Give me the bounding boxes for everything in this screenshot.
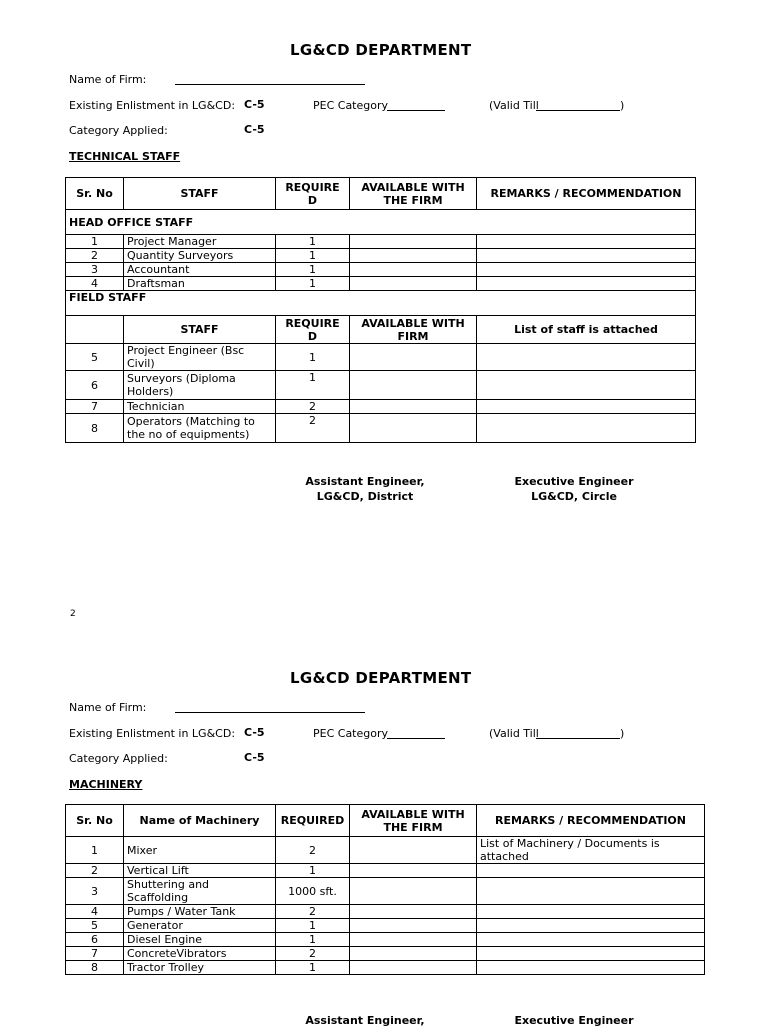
cell-remarks[interactable] bbox=[477, 864, 705, 878]
header-name: Name of Machinery bbox=[124, 805, 276, 837]
field-header-sr bbox=[66, 316, 124, 344]
section-heading: MACHINERY bbox=[69, 778, 143, 791]
category-applied-label: Category Applied: bbox=[69, 752, 168, 765]
table-row bbox=[66, 961, 705, 975]
sig-left-line1: Assistant Engineer, bbox=[305, 475, 425, 488]
valid-till-field[interactable] bbox=[536, 99, 620, 111]
cell-name: ConcreteVibrators bbox=[124, 947, 276, 961]
table-row bbox=[66, 249, 696, 263]
header-staff: STAFF bbox=[124, 178, 276, 210]
enlistment-value: C-5 bbox=[244, 726, 265, 739]
cell-available[interactable] bbox=[350, 277, 477, 291]
cell-staff: Technician bbox=[124, 400, 276, 414]
cell-sr: 5 bbox=[66, 919, 124, 933]
table-row bbox=[66, 371, 696, 400]
cell-required: 2 bbox=[276, 400, 350, 414]
cell-required: 1 bbox=[276, 344, 350, 371]
table-row bbox=[66, 864, 705, 878]
header-sr: Sr. No bbox=[66, 805, 124, 837]
cell-required: 1 bbox=[276, 933, 350, 947]
cell-sr: 6 bbox=[66, 371, 124, 400]
name-of-firm-label: Name of Firm: bbox=[69, 73, 147, 86]
cell-sr: 8 bbox=[66, 961, 124, 975]
signature-assistant-engineer bbox=[295, 1013, 435, 1028]
table-row bbox=[66, 905, 705, 919]
table-header-row bbox=[66, 178, 696, 210]
table-row bbox=[66, 947, 705, 961]
cell-required: 2 bbox=[276, 837, 350, 864]
table-row bbox=[66, 400, 696, 414]
name-of-firm-label: Name of Firm: bbox=[69, 701, 147, 714]
cell-sr: 1 bbox=[66, 235, 124, 249]
pec-category-field[interactable] bbox=[387, 99, 445, 111]
field-header-row bbox=[66, 316, 696, 344]
field-header-remarks: List of staff is attached bbox=[477, 316, 696, 344]
cell-name: Pumps / Water Tank bbox=[124, 905, 276, 919]
cell-available[interactable] bbox=[350, 933, 477, 947]
cell-available[interactable] bbox=[350, 961, 477, 975]
cell-required: 2 bbox=[276, 947, 350, 961]
page-number: 2 bbox=[70, 609, 76, 619]
field-staff-label: FIELD STAFF bbox=[66, 291, 696, 316]
table-row bbox=[66, 933, 705, 947]
table-row bbox=[66, 414, 696, 443]
cell-required: 1 bbox=[276, 235, 350, 249]
cell-required: 1 bbox=[276, 263, 350, 277]
sig-right-line1: Executive Engineer bbox=[514, 475, 634, 488]
field-header-available: AVAILABLE WITH FIRM bbox=[350, 316, 477, 344]
section-heading: TECHNICAL STAFF bbox=[69, 150, 181, 163]
cell-sr: 1 bbox=[66, 837, 124, 864]
technical-staff-table bbox=[65, 177, 696, 443]
cell-staff: Operators (Matching to the no of equipments) bbox=[124, 414, 276, 443]
category-applied-label: Category Applied: bbox=[69, 124, 168, 137]
cell-available[interactable] bbox=[350, 919, 477, 933]
cell-required: 1 bbox=[276, 249, 350, 263]
page-title: LG&CD DEPARTMENT bbox=[290, 41, 472, 59]
cell-required: 2 bbox=[276, 905, 350, 919]
cell-name: Generator bbox=[124, 919, 276, 933]
cell-available[interactable] bbox=[350, 864, 477, 878]
cell-staff: Accountant bbox=[124, 263, 276, 277]
cell-available[interactable] bbox=[350, 344, 477, 371]
head-office-label: HEAD OFFICE STAFF bbox=[66, 210, 696, 235]
cell-available[interactable] bbox=[350, 905, 477, 919]
valid-till-close: ) bbox=[620, 727, 625, 740]
table-row bbox=[66, 878, 705, 905]
cell-available[interactable] bbox=[350, 400, 477, 414]
sig-right-line2: LG&CD, Circle bbox=[531, 490, 617, 503]
machinery-table bbox=[65, 804, 705, 975]
category-applied-value: C-5 bbox=[244, 123, 265, 136]
cell-remarks[interactable] bbox=[477, 344, 696, 371]
page-title: LG&CD DEPARTMENT bbox=[290, 669, 472, 687]
cell-remarks[interactable] bbox=[477, 919, 705, 933]
cell-staff: Quantity Surveyors bbox=[124, 249, 276, 263]
header-remarks: REMARKS / RECOMMENDATION bbox=[477, 178, 696, 210]
signature-executive-engineer bbox=[504, 1013, 644, 1028]
cell-required: 1 bbox=[276, 919, 350, 933]
cell-sr: 6 bbox=[66, 933, 124, 947]
name-of-firm-field[interactable] bbox=[175, 701, 365, 713]
name-of-firm-field[interactable] bbox=[175, 73, 365, 85]
header-remarks: REMARKS / RECOMMENDATION bbox=[477, 805, 705, 837]
header-available: AVAILABLE WITH THE FIRM bbox=[350, 178, 477, 210]
signature-assistant-engineer bbox=[295, 474, 435, 504]
cell-remarks: List of Machinery / Documents is attached bbox=[477, 837, 705, 864]
cell-available[interactable] bbox=[350, 249, 477, 263]
cell-staff: Draftsman bbox=[124, 277, 276, 291]
valid-till-close: ) bbox=[620, 99, 625, 112]
header-available: AVAILABLE WITH THE FIRM bbox=[350, 805, 477, 837]
cell-remarks[interactable] bbox=[477, 277, 696, 291]
enlistment-label: Existing Enlistment in LG&CD: bbox=[69, 99, 236, 112]
table-row bbox=[66, 263, 696, 277]
field-header-staff: STAFF bbox=[124, 316, 276, 344]
cell-name: Mixer bbox=[124, 837, 276, 864]
table-header-row bbox=[66, 805, 705, 837]
sig-left-line1: Assistant Engineer, bbox=[305, 1014, 425, 1027]
signature-executive-engineer bbox=[504, 474, 644, 504]
cell-name: Tractor Trolley bbox=[124, 961, 276, 975]
valid-till-field[interactable] bbox=[536, 727, 620, 739]
enlistment-value: C-5 bbox=[244, 98, 265, 111]
cell-name: Vertical Lift bbox=[124, 864, 276, 878]
cell-sr: 5 bbox=[66, 344, 124, 371]
valid-till-label: (Valid Till bbox=[489, 727, 539, 740]
cell-remarks[interactable] bbox=[477, 947, 705, 961]
cell-staff: Project Manager bbox=[124, 235, 276, 249]
cell-sr: 8 bbox=[66, 414, 124, 443]
cell-sr: 7 bbox=[66, 947, 124, 961]
sig-right-line1: Executive Engineer bbox=[514, 1014, 634, 1027]
cell-required: 1 bbox=[276, 864, 350, 878]
cell-available[interactable] bbox=[350, 371, 477, 400]
field-header-required: REQUIRE D bbox=[276, 316, 350, 344]
pec-category-label: PEC Category bbox=[313, 727, 389, 740]
cell-staff: Surveyors (Diploma Holders) bbox=[124, 371, 276, 400]
cell-remarks[interactable] bbox=[477, 414, 696, 443]
cell-sr: 4 bbox=[66, 277, 124, 291]
category-applied-value: C-5 bbox=[244, 751, 265, 764]
cell-remarks[interactable] bbox=[477, 249, 696, 263]
cell-name: Shuttering and Scaffolding bbox=[124, 878, 276, 905]
enlistment-label: Existing Enlistment in LG&CD: bbox=[69, 727, 236, 740]
cell-available[interactable] bbox=[350, 235, 477, 249]
pec-category-field[interactable] bbox=[387, 727, 445, 739]
cell-required: 1 bbox=[276, 277, 350, 291]
cell-staff: Project Engineer (Bsc Civil) bbox=[124, 344, 276, 371]
cell-remarks[interactable] bbox=[477, 933, 705, 947]
header-sr: Sr. No bbox=[66, 178, 124, 210]
cell-available[interactable] bbox=[350, 947, 477, 961]
cell-remarks[interactable] bbox=[477, 371, 696, 400]
cell-remarks[interactable] bbox=[477, 263, 696, 277]
sig-left-line2: LG&CD, District bbox=[316, 490, 414, 503]
cell-available[interactable] bbox=[350, 414, 477, 443]
cell-available[interactable] bbox=[350, 878, 477, 905]
cell-sr: 3 bbox=[66, 263, 124, 277]
cell-available[interactable] bbox=[350, 837, 477, 864]
field-section-row bbox=[66, 291, 696, 316]
cell-name: Diesel Engine bbox=[124, 933, 276, 947]
head-office-section-row bbox=[66, 210, 696, 235]
cell-remarks[interactable] bbox=[477, 905, 705, 919]
cell-remarks[interactable] bbox=[477, 878, 705, 905]
cell-required: 1 bbox=[276, 961, 350, 975]
table-row bbox=[66, 344, 696, 371]
valid-till-label: (Valid Till bbox=[489, 99, 539, 112]
table-row bbox=[66, 919, 705, 933]
header-required: REQUIRED bbox=[276, 805, 350, 837]
cell-sr: 2 bbox=[66, 249, 124, 263]
cell-remarks[interactable] bbox=[477, 400, 696, 414]
cell-required: 2 bbox=[276, 414, 350, 443]
cell-remarks[interactable] bbox=[477, 235, 696, 249]
header-required: REQUIRE D bbox=[276, 178, 350, 210]
cell-sr: 3 bbox=[66, 878, 124, 905]
table-row bbox=[66, 235, 696, 249]
cell-sr: 4 bbox=[66, 905, 124, 919]
cell-required: 1000 sft. bbox=[276, 878, 350, 905]
cell-sr: 7 bbox=[66, 400, 124, 414]
table-row bbox=[66, 277, 696, 291]
table-row bbox=[66, 837, 705, 864]
cell-available[interactable] bbox=[350, 263, 477, 277]
pec-category-label: PEC Category bbox=[313, 99, 389, 112]
cell-sr: 2 bbox=[66, 864, 124, 878]
cell-required: 1 bbox=[276, 371, 350, 400]
cell-remarks[interactable] bbox=[477, 961, 705, 975]
